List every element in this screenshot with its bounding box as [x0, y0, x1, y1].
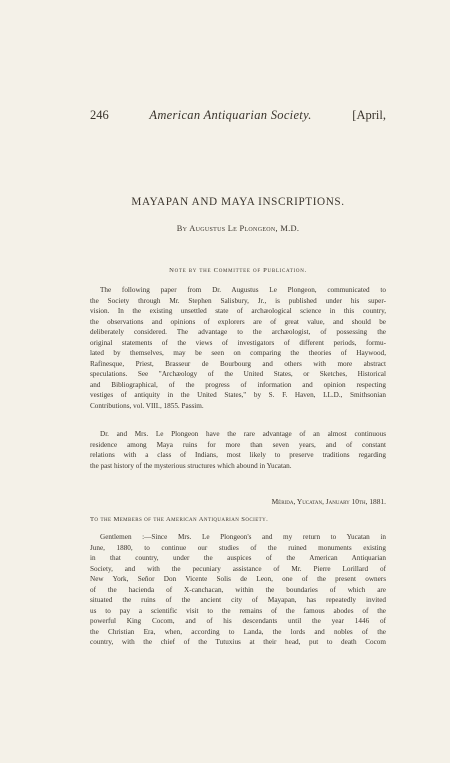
letter-place-date: Mérida, Yucatan, January 10th, 1881. [271, 497, 386, 506]
text-line: of the hacienda of X-canchacan, within the boundaries of which are [90, 585, 386, 594]
text-line: and Bibliographical, of the progress of information and opinion respecting [90, 380, 386, 389]
text-line: residence among Maya ruins for more than seven years, and of constant [90, 440, 386, 449]
running-header [90, 108, 386, 123]
text-line: Dr. and Mrs. Le Plongeon have the rare advantage of an almost continuous [100, 430, 386, 438]
text-line: situated the ruins of the ancient city of Mayapan, has repeatedly invited [90, 596, 386, 605]
text-line: Gentlemen :—Since Mrs. Le Plongeon's and my return to Yucatan in [100, 533, 386, 541]
text-line: the observations and opinions of explorers are of great value, and should be [90, 317, 386, 326]
letter-body-paragraph [90, 532, 386, 648]
text-line: vestiges of antiquity in the United States," by S. F. Haven, LL.D., Smithsonian [90, 391, 386, 400]
text-line: country, with the chief of the Tutuxius at their head, put to death Cocom [90, 638, 386, 647]
issue-month: [April, [352, 108, 386, 122]
text-line: deliberately considered. The advantage to the archæologist, of possessing the [90, 328, 386, 337]
text-line: Society, and with the pecuniary assistance of Mr. Pierre Lorillard of [90, 564, 386, 573]
committee-note-paragraph [90, 285, 386, 412]
text-line: powerful King Cocom, and of his descendants until the year 1446 of [90, 617, 386, 626]
text-line: the Society through Mr. Stephen Salisbury, Jr., is published under his super- [90, 296, 386, 305]
text-line: vision. In the existing unsettled state of archæological science in this country, [90, 307, 386, 316]
text-line: us to pay a scientific visit to the remains of the famous abodes of the [90, 606, 386, 615]
text-line: the Christian Era, when, according to Landa, the lords and nobles of the [90, 627, 386, 636]
text-line: New York, Señor Don Vicente Solis de Leon, one of the present owners [90, 575, 386, 584]
committee-note-heading: Note by the Committee of Publication. [169, 267, 307, 274]
text-line: Contributions, vol. VIII., 1855. Passim. [90, 402, 204, 411]
text-line: The following paper from Dr. Augustus Le Plongeon, communicated to [100, 286, 386, 294]
text-line: relations with a class of Indians, most likely to preserve traditions regarding [90, 451, 386, 460]
text-line: Rafinesque, Priest, Brasseur de Bourbourg and others with more abstract [90, 359, 386, 368]
text-line: speculations. See "Archæology of the United States, or Sketches, Historical [90, 370, 386, 379]
journal-title: American Antiquarian Society. [149, 108, 312, 122]
page-number: 246 [90, 108, 109, 122]
text-line: original statements of the views of investigators of different periods, formu- [90, 338, 386, 347]
text-line: in that country, under the auspices of the American Antiquarian [90, 554, 386, 563]
text-line: June, 1880, to continue our studies of the ruined monuments existing [90, 543, 386, 552]
committee-note-paragraph-2 [90, 429, 386, 471]
article-byline: By Augustus Le Plongeon, M.D. [176, 224, 300, 233]
text-line: lated by themselves, may be seen on comparing the theories of Haywood, [90, 349, 386, 358]
letter-salutation: To the Members of the American Antiquarian Society. [90, 516, 269, 523]
article-title: MAYAPAN AND MAYA INSCRIPTIONS. [131, 196, 345, 208]
text-line: the past history of the mysterious structures which abound in Yucatan. [90, 461, 292, 470]
